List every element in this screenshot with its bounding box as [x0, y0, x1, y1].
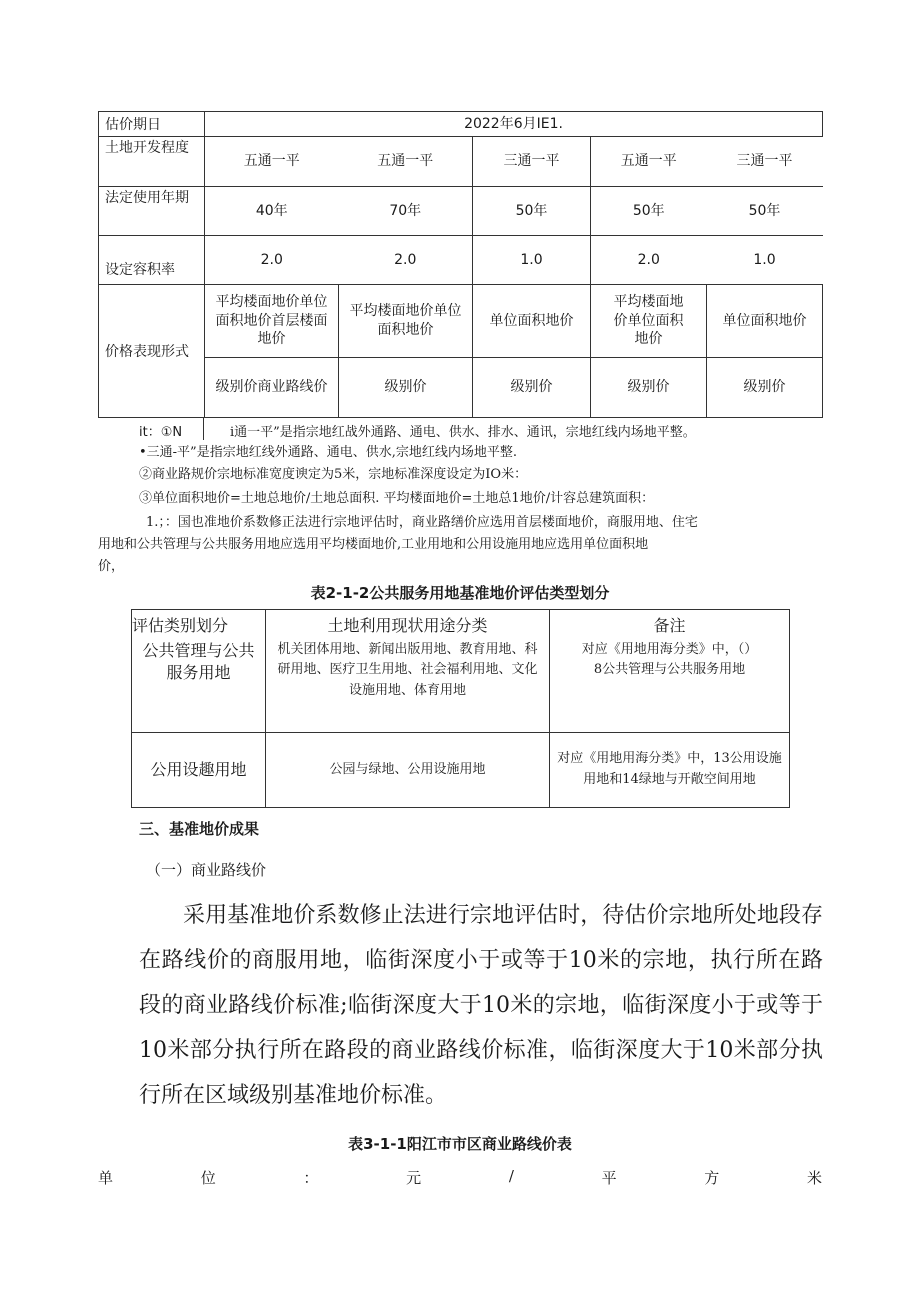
- table-cell: 1.0: [707, 236, 823, 285]
- section-heading: 三、基准地价成果: [139, 820, 260, 838]
- table-cell: 2.0: [591, 236, 707, 285]
- unit-char: 单: [98, 1169, 114, 1187]
- table-cell: 单位面积地价: [473, 285, 591, 358]
- table-cell: 单位面积地价: [707, 285, 823, 358]
- row-label-price-form: 价格表现形式: [99, 285, 205, 418]
- note-5-line-3: 价，: [98, 559, 125, 574]
- unit-char: 元: [406, 1169, 422, 1187]
- note-1: i通一平”是指宗地红战外通路、通电、供水、排水、通讯，宗地红线内场地平整。: [230, 425, 696, 440]
- body-paragraph: 采用基准地价系数修止法进行宗地评估时，待估价宗地所处地段存在路线价的商服用地，临街深度小于或等于10米的宗地，执行所在路段的商业路线价标准;临街深度大于10米的宗地，临街深度小于或等于10米部分执行所在路段的商业路线价标准，临街深度大于10米部分执行所在区域级别基准地价标准。: [139, 903, 823, 1108]
- table-cell: 级别价: [591, 358, 707, 418]
- table-cell: 平均楼面地价单位面积地价: [339, 285, 473, 358]
- table-cell: 70年: [339, 187, 473, 236]
- table-cell: 2.0: [205, 236, 339, 285]
- row-label-develop: 土地开发程度: [99, 137, 205, 187]
- note-divider: [203, 418, 204, 440]
- subsection-heading: （一）商业路线价: [146, 861, 267, 879]
- table-3-caption: 表3-1-1阳江市市区商业路线价表: [348, 1135, 572, 1153]
- table-cell: 对应《用地用海分类》中，13公用设施用地和14绿地与开敞空间用地: [550, 733, 790, 808]
- note-4: ③单位面积地价=土地总地价/土地总面积. 平均楼面地价=土地总1地价/计容总建筑面积：: [139, 491, 655, 506]
- note-2: •三通-平”是指宗地红线外通路、通电、供水,宗地红线内场地平整.: [139, 445, 517, 460]
- table-cell: 三通一平: [473, 137, 591, 187]
- unit-char: /: [508, 1167, 514, 1185]
- table-cell: 级别价: [707, 358, 823, 418]
- note-5-line-1: 1.；：国也准地价系数修正法进行宗地评估时，商业路缮价应选用首层楼面地价，商服用地、住宅: [146, 515, 698, 530]
- table-header: 备注: [550, 610, 790, 640]
- unit-row: [98, 1167, 822, 1188]
- note-3: ②商业路规价宗地标准宽度谀定为5米，宗地标准深度设定为IO米：: [139, 467, 528, 482]
- unit-char: 位: [200, 1169, 216, 1187]
- valuation-date: 2022年6月IE1.: [205, 112, 823, 137]
- table-cell: 级别价: [473, 358, 591, 418]
- table-cell: 对应《用地用海分类》中，（）8公共管理与公共服务用地: [550, 640, 790, 733]
- note-5-line-2: 用地和公共管理与公共服务用地应选用平均楼面地价,工业用地和公用设施用地应选用单位面积地: [98, 537, 649, 552]
- table-cell: 公用设趣用地: [132, 733, 266, 808]
- table-cell: 级别价商业路线价: [205, 358, 339, 418]
- land-condition-table: [98, 111, 823, 418]
- table-cell: 公园与绿地、公用设施用地: [266, 733, 550, 808]
- table-cell: 五通一平: [243, 153, 300, 170]
- unit-char: ：: [303, 1169, 319, 1187]
- table-cell: 50年: [707, 187, 823, 236]
- unit-char: 米: [806, 1169, 822, 1187]
- table-cell: 级别价: [339, 358, 473, 418]
- unit-char: 方: [704, 1169, 720, 1187]
- table-cell: 机关团体用地、新闻出版用地、教育用地、科研用地、医疗卫生用地、社会福利用地、文化设施用地、体育用地: [266, 640, 550, 733]
- table-cell: 五通一平: [339, 137, 473, 187]
- table-cell: 平均楼面地价单位面积地价首层楼面地价: [205, 285, 339, 358]
- table-cell: 平均楼面地价单位面积地价: [591, 285, 707, 358]
- unit-char: 平: [601, 1169, 617, 1187]
- table-2-caption: 表2-1-2公共服务用地基准地价评估类型划分: [310, 584, 610, 602]
- table-cell: 公共管理与公共服务用地: [132, 640, 266, 733]
- table-cell: 50年: [591, 187, 707, 236]
- row-label-date: 估价期日: [99, 112, 205, 137]
- table-cell: 三通一平: [736, 153, 793, 170]
- table-cell: 1.0: [473, 236, 591, 285]
- table-header: 评估类别划分: [132, 610, 266, 640]
- table-cell: 50年: [473, 187, 591, 236]
- table-cell: 2.0: [339, 236, 473, 285]
- table-header: 土地利用现状用途分类: [266, 610, 550, 640]
- table-cell: 40年: [205, 187, 339, 236]
- public-service-land-table: [131, 609, 790, 808]
- note-1-prefix: it：①N: [139, 425, 183, 440]
- table-cell: 五通一平: [620, 153, 677, 170]
- row-label-years: 法定使用年期: [99, 187, 205, 236]
- row-label-far: 设定容积率: [99, 236, 205, 285]
